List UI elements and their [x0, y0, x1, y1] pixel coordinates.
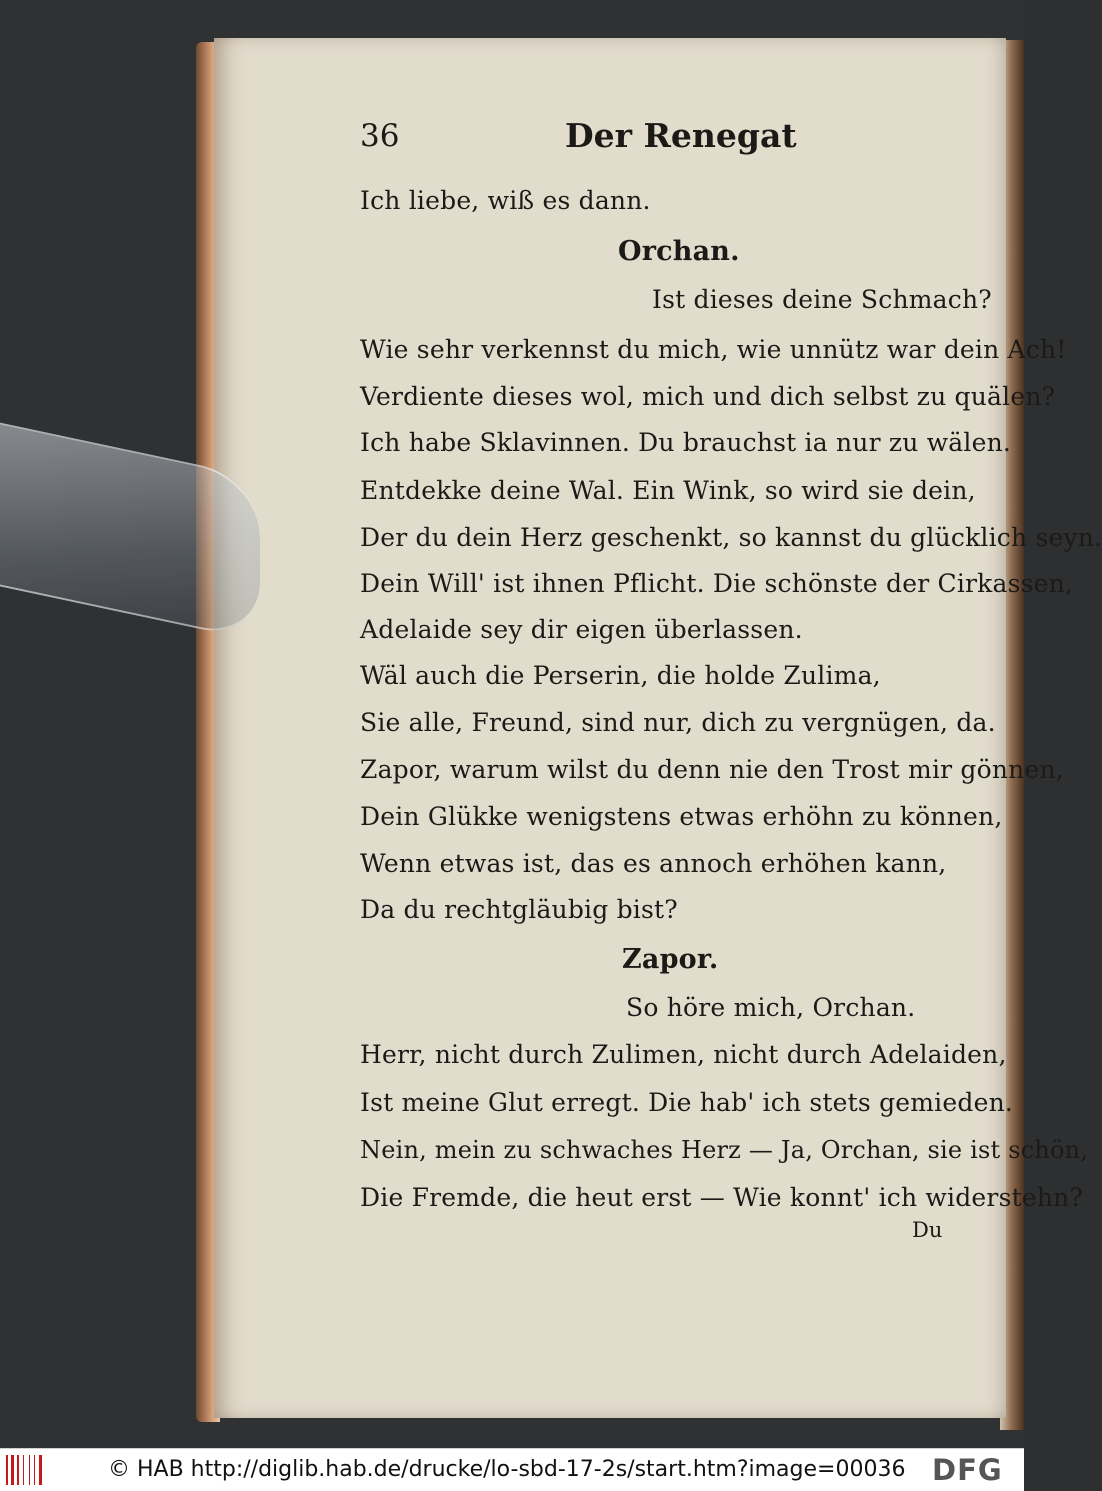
- page-number: 36: [360, 118, 400, 154]
- verse-line: Zapor, warum wilst du denn nie den Trost mir gönnen,: [360, 755, 1064, 784]
- verse-line: Dein Glükke wenigstens etwas erhöhn zu können,: [360, 802, 1003, 831]
- verse-line: Entdekke deine Wal. Ein Wink, so wird sie dein,: [360, 476, 976, 505]
- verse-line: So höre mich, Orchan.: [626, 993, 916, 1022]
- barcode-stripe: [39, 1455, 42, 1485]
- speaker-name: Orchan.: [618, 236, 740, 267]
- verse-line: Ich liebe, wiß es dann.: [360, 186, 651, 215]
- footer-bar: [0, 1448, 1024, 1491]
- catchword: Du: [912, 1218, 943, 1242]
- speaker-name: Zapor.: [622, 944, 719, 975]
- verse-line: Der du dein Herz geschenkt, so kannst du glücklich seyn.: [360, 523, 1102, 552]
- verse-line: Ich habe Sklavinnen. Du brauchst ia nur zu wälen.: [360, 428, 1012, 457]
- verse-line: Wäl auch die Perserin, die holde Zulima,: [360, 661, 881, 690]
- barcode-stripe: [6, 1455, 8, 1485]
- verse-line: Nein, mein zu schwaches Herz — Ja, Orchan, sie ist schön,: [360, 1136, 1089, 1164]
- verse-line: Adelaide sey dir eigen überlassen.: [360, 615, 803, 644]
- verse-line: Wie sehr verkennst du mich, wie unnütz war dein Ach!: [360, 335, 1067, 364]
- barcode-icon: [6, 1455, 50, 1485]
- verse-line: Dein Will' ist ihnen Pflicht. Die schönste der Cirkassen,: [360, 569, 1074, 598]
- verse-line: Herr, nicht durch Zulimen, nicht durch Adelaiden,: [360, 1040, 1007, 1069]
- verse-line: Verdiente dieses wol, mich und dich selbst zu quälen?: [360, 382, 1056, 411]
- verse-line: Wenn etwas ist, das es annoch erhöhen kann,: [360, 849, 947, 878]
- barcode-stripe: [29, 1455, 30, 1485]
- verse-line: Ist dieses deine Schmach?: [652, 285, 992, 314]
- copyright-url[interactable]: © HAB http://diglib.hab.de/drucke/lo-sbd-17-2s/start.htm?image=00036: [108, 1457, 906, 1482]
- dfg-logo: DFG: [932, 1453, 1003, 1487]
- verse-line: Ist meine Glut erregt. Die hab' ich stets gemieden.: [360, 1088, 1014, 1117]
- verse-line: Sie alle, Freund, sind nur, dich zu vergnügen, da.: [360, 708, 996, 737]
- barcode-stripe: [11, 1455, 14, 1485]
- verse-line: Da du rechtgläubig bist?: [360, 895, 678, 924]
- running-title: Der Renegat: [565, 116, 797, 155]
- barcode-stripe: [23, 1455, 24, 1485]
- barcode-stripe: [17, 1455, 19, 1485]
- barcode-stripe: [34, 1455, 35, 1485]
- verse-line: Die Fremde, die heut erst — Wie konnt' ich widerstehn?: [360, 1183, 1084, 1212]
